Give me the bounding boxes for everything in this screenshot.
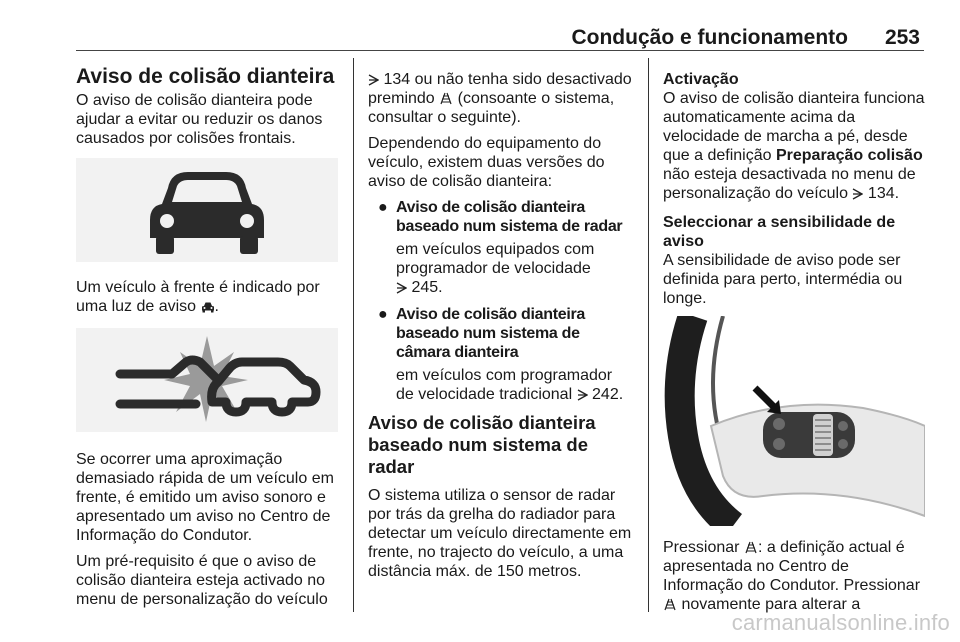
paragraph: Um pré-requisito é que o aviso de colisão dianteira esteja activado no menu de personalização do veículo (76, 553, 328, 608)
subsection-title: Activação (663, 71, 739, 88)
warning-light-figure (76, 158, 338, 262)
car-front-icon (76, 158, 338, 262)
arrow-ref-icon (368, 74, 379, 86)
paragraph: A sensibilidade de aviso pode ser definida para perto, intermédia ou longe. (663, 252, 903, 307)
paragraph: Um veículo à frente é indicado por uma luz de aviso . (76, 279, 320, 315)
collision-illustration-icon (76, 328, 338, 432)
column-3 (663, 70, 929, 621)
paragraph: Dependendo do equipamento do veículo, existem duas versões do aviso de colisão dianteira: (368, 135, 605, 190)
following-distance-icon (439, 92, 453, 105)
car-front-icon (201, 301, 215, 313)
list-item-description: em veículos com programador de velocidade tradicional 242. (396, 367, 624, 403)
header-divider (76, 50, 924, 51)
paragraph: Pressionar : a definição actual é apresentada no Centro de Informação do Condutor. Pressionar novamente para alterar a (663, 539, 921, 613)
arrow-ref-icon (577, 389, 588, 401)
paragraph: Se ocorrer uma aproximação demasiado rápida de um veículo em frente, é emitido um aviso sonoro e apresentado um aviso no Centro de Informação do Condutor. (76, 451, 334, 544)
list-item: ● Aviso de colisão dianteira baseado num sistema de radar (378, 199, 623, 235)
paragraph: O aviso de colisão dianteira funciona automaticamente acima da velocidade de marcha a pé, desde que a definição Preparação colisão não esteja desactivada no menu de personalização do veículo 134. (663, 90, 925, 202)
paragraph: O aviso de colisão dianteira pode ajudar a evitar ou reduzir os danos causados por colisões frontais. (76, 92, 323, 147)
header-title: Condução e funcionamento (571, 26, 848, 49)
list-item: ● Aviso de colisão dianteira baseado num sistema de câmara dianteira (378, 306, 586, 361)
paragraph: 134 ou não tenha sido desactivado premindo (consoante o sistema, consultar o seguinte). (368, 71, 632, 126)
column-divider (353, 58, 354, 612)
steering-wheel-figure (663, 316, 925, 526)
collision-warning-figure (76, 328, 338, 432)
arrow-ref-icon (852, 188, 863, 200)
column-1 (76, 64, 340, 616)
page-number: 253 (884, 26, 920, 49)
subsection-title: Seleccionar a sensibilidade de aviso (663, 214, 896, 250)
paragraph: O sistema utiliza o sensor de radar por trás da grelha do radiador para detectar um veículo directamente em frente, no trajecto do veículo, a uma distância máx. de 150 metros. (368, 487, 632, 580)
following-distance-icon (663, 598, 677, 611)
steering-wheel-icon (663, 316, 925, 526)
list-item-description: em veículos equipados com programador de velocidade 245. (396, 241, 595, 296)
following-distance-icon (744, 541, 758, 554)
column-divider (648, 58, 649, 612)
watermark: carmanualsonline.info (731, 610, 950, 635)
arrow-ref-icon (396, 282, 407, 294)
subsection-title: Aviso de colisão dianteira baseado num sistema de radar (368, 412, 596, 477)
section-title: Aviso de colisão dianteira (76, 65, 335, 88)
column-2 (368, 70, 634, 588)
